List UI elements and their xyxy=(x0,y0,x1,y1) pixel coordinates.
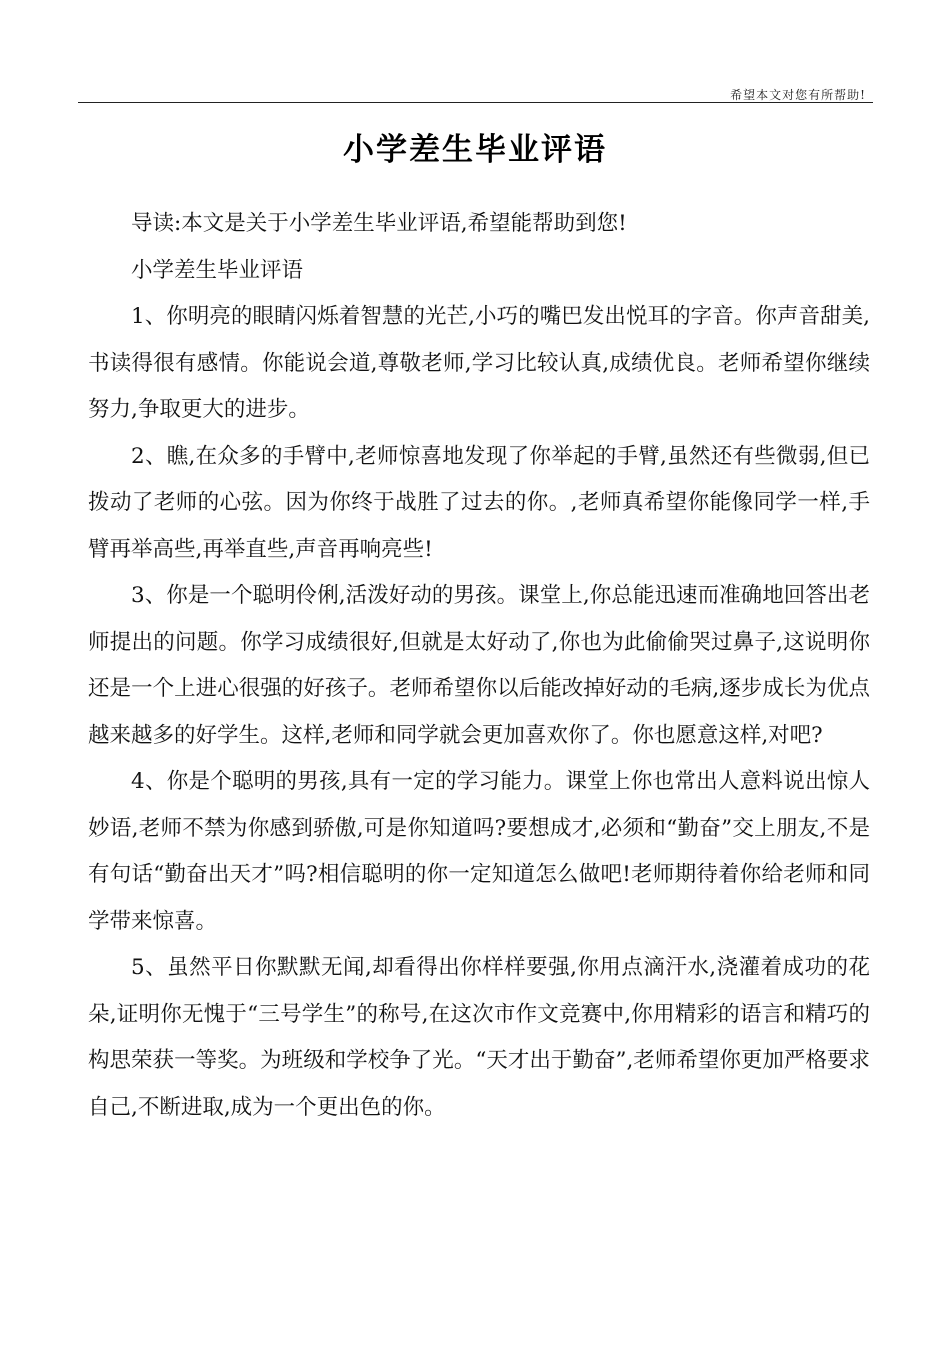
document-body xyxy=(88,201,870,1131)
comment-paragraph-1: 1、你明亮的眼睛闪烁着智慧的光芒,小巧的嘴巴发出悦耳的字音。你声音甜美,书读得很有感情。你能说会道,尊敬老师,学习比较认真,成绩优良。老师希望你继续努力,争取更大的进步。 xyxy=(88,304,870,422)
comment-paragraph-3: 3、你是一个聪明伶俐,活泼好动的男孩。课堂上,你总能迅速而准确地回答出老师提出的问题。你学习成绩很好,但就是太好动了,你也为此偷偷哭过鼻子,这说明你还是一个上进心很强的好孩子。老师希望你以后能改掉好动的毛病,逐步成长为优点越来越多的好学生。这样,老师和同学就会更加喜欢你了。你也愿意这样,对吧? xyxy=(88,583,870,748)
comment-paragraph-4: 4、你是个聪明的男孩,具有一定的学习能力。课堂上你也常出人意料说出惊人妙语,老师不禁为你感到骄傲,可是你知道吗?要想成才,必须和“勤奋”交上朋友,不是有句话“勤奋出天才”吗?相信聪明的你一定知道怎么做吧!老师期待着你给老师和同学带来惊喜。 xyxy=(88,769,870,934)
comment-paragraph-2: 2、瞧,在众多的手臂中,老师惊喜地发现了你举起的手臂,虽然还有些微弱,但已拨动了老师的心弦。因为你终于战胜了过去的你。,老师真希望你能像同学一样,手臂再举高些,再举直些,声音再响亮些! xyxy=(88,443,870,562)
subtitle-paragraph: 小学差生毕业评语 xyxy=(131,257,304,283)
document-title: 小学差生毕业评语 xyxy=(343,132,607,168)
header-note: 希望本文对您有所帮助! xyxy=(730,88,866,102)
comment-paragraph-5: 5、虽然平日你默默无闻,却看得出你样样要强,你用点滴汗水,浇灌着成功的花朵,证明你无愧于“三号学生”的称号,在这次市作文竞赛中,你用精彩的语言和精巧的构思荣获一等奖。为班级和学校争了光。“天才出于勤奋”,老师希望你更加严格要求自己,不断进取,成为一个更出色的你。 xyxy=(88,955,870,1120)
intro-paragraph: 导读:本文是关于小学差生毕业评语,希望能帮助到您! xyxy=(131,211,627,236)
header-divider xyxy=(78,102,873,103)
